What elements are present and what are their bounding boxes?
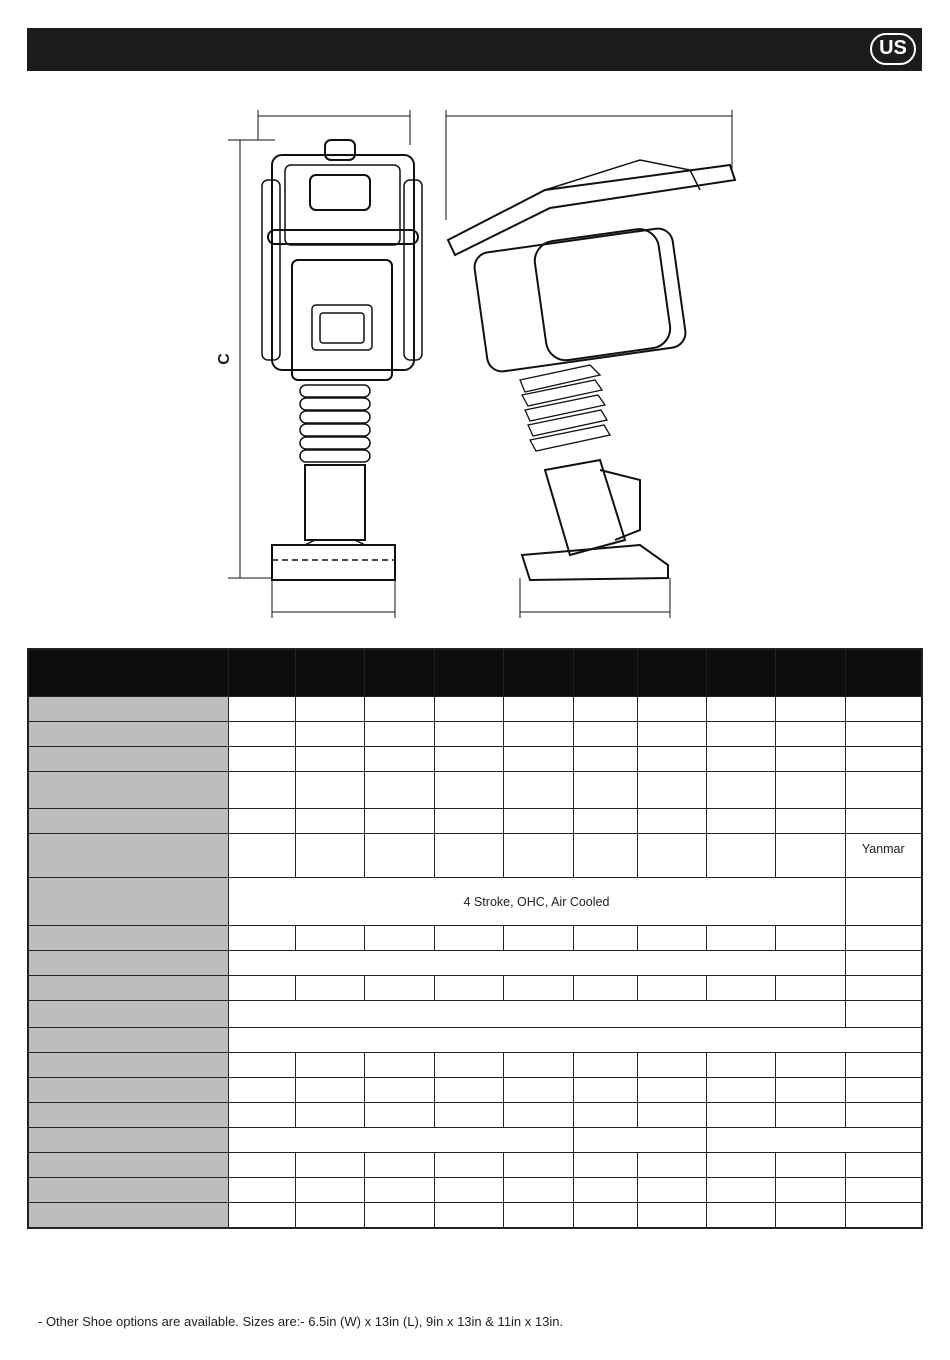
table-row [28, 772, 922, 809]
table-row [28, 747, 922, 772]
table-row [28, 722, 922, 747]
table-row [28, 834, 922, 878]
table-row [28, 1203, 922, 1228]
table-row [28, 809, 922, 834]
table-row [28, 1053, 922, 1078]
table-header-row [28, 649, 922, 697]
table-row [28, 1178, 922, 1203]
us-region-badge: US [870, 33, 916, 65]
table-row [28, 697, 922, 722]
table-row [28, 1153, 922, 1178]
table-row [28, 1078, 922, 1103]
footnote: - Other Shoe options are available. Sizes are:- 6.5in (W) x 13in (L), 9in x 13in & 11in x 13in. [38, 1314, 564, 1329]
table-row [28, 1001, 922, 1028]
table-row [28, 976, 922, 1001]
dimension-label-c: C [215, 353, 233, 365]
table-row [28, 1103, 922, 1128]
table-row [28, 926, 922, 951]
rammer-technical-drawing [0, 100, 950, 630]
table-row [28, 951, 922, 976]
engine-type-cell: 4 Stroke, OHC, Air Cooled [228, 878, 845, 926]
spec-table [27, 648, 923, 1229]
table-row [28, 878, 922, 926]
table-row [28, 1028, 922, 1053]
table-row [28, 1128, 922, 1153]
header-bar [27, 28, 922, 71]
engine-maker-cell: Yanmar [845, 834, 922, 878]
